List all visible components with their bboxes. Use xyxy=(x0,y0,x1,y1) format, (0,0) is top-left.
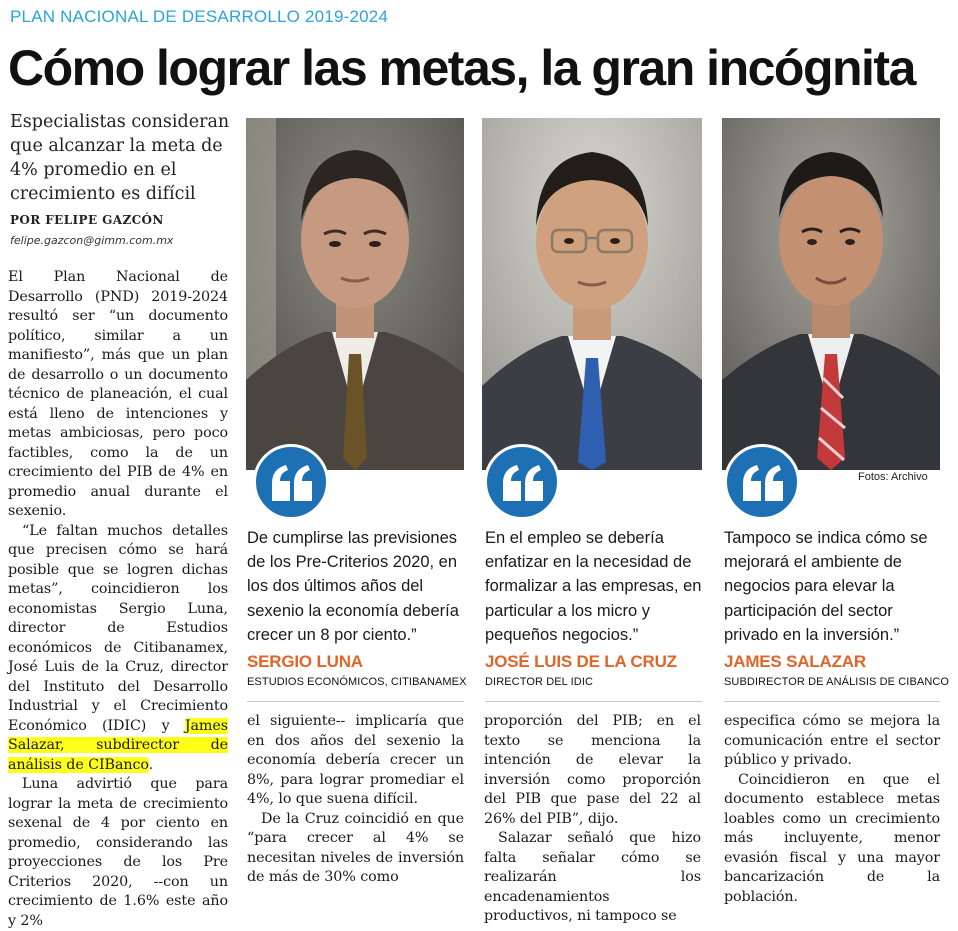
pull-quote: En el empleo se debería enfatizar en la necesidad de formalizar a las empresas, en particular a los micro y pequeños negocios.” xyxy=(485,529,702,644)
photo-credit: Fotos: Archivo xyxy=(858,471,928,483)
author-email[interactable]: felipe.gazcon@gimm.com.mx xyxy=(10,234,174,247)
paragraph: especifica cómo se mejora la comunicación entre el sector público y privado. xyxy=(724,713,940,768)
subheadline: Especialistas consideran que alcanzar la meta de 4% promedio en el crecimiento es difícil xyxy=(10,112,230,204)
portrait-image xyxy=(482,118,702,470)
quote-attribution-name: JOSÉ LUIS DE LA CRUZ xyxy=(485,652,677,671)
pull-quote: Tampoco se indica cómo se mejorará el ambiente de negocios para elevar la participación del sector privado en la inversión.” xyxy=(724,529,928,644)
article-column-2 xyxy=(247,712,464,888)
paragraph: el siguiente-- implicaría que en dos años del sexenio la economía debería crecer un 8%, para lograr promediar el 4%, lo que suena difícil. xyxy=(247,713,464,807)
quote-attribution-name: SERGIO LUNA xyxy=(247,652,363,671)
quote-badge xyxy=(484,444,560,520)
quote-badge xyxy=(724,444,800,520)
section-kicker: PLAN NACIONAL DE DESARROLLO 2019-2024 xyxy=(10,7,389,26)
divider xyxy=(247,701,464,702)
article-column-3 xyxy=(484,712,701,927)
paragraph: Luna advirtió que para lograr la meta de crecimiento sexenal de 4 por ciento en promedio, considerando las proyecciones de los Pre Criterios 2020, --con un crecimiento de 1.6% este año y 2% xyxy=(8,776,228,929)
quote-icon xyxy=(741,465,785,501)
quote-attribution-role: ESTUDIOS ECONÓMICOS, CITIBANAMEX xyxy=(247,676,467,688)
paragraph: De la Cruz coincidió en que “para crecer al 4% se necesitan niveles de inversión de más de 30% como xyxy=(247,810,464,885)
quote-badge xyxy=(253,444,329,520)
paragraph-text: “Le faltan muchos detalles que precisen cómo se hará posible que se logren dichas metas”, coincidieron los economistas Sergio Luna, director de Estudios económicos de Citibanamex, José Luis de la Cruz, director del Instituto del Desarrollo Industrial y el Crecimiento Económico (IDIC) y xyxy=(8,522,228,734)
quote-icon xyxy=(501,465,545,501)
highlighted-text: James Salazar, subdirector de análisis de CIBanco xyxy=(8,717,228,773)
paragraph: Salazar señaló que hizo falta señalar cómo se realizarán los encadenamientos productivos, ni tampoco se xyxy=(484,830,701,924)
paragraph: Coincidieron en que el documento establece metas loables como un crecimiento más incluyente, menor evasión fiscal y una mayor bancarización de la población. xyxy=(724,771,940,905)
divider xyxy=(485,701,702,702)
paragraph xyxy=(8,522,228,776)
divider xyxy=(724,701,940,702)
headline: Cómo lograr las metas, la gran incógnita xyxy=(8,40,915,96)
photo-james-salazar xyxy=(722,118,940,470)
quote-attribution-role: SUBDIRECTOR DE ANÁLISIS DE CIBANCO xyxy=(724,676,950,688)
portrait-image xyxy=(246,118,464,470)
quote-attribution-name: JAMES SALAZAR xyxy=(724,652,866,671)
article-column-1 xyxy=(8,268,228,931)
paragraph: proporción del PIB; en el texto se menciona la intención de elevar la inversión como proporción del PIB que pase del 22 al 26% del PIB”, dijo. xyxy=(484,713,701,827)
paragraph: El Plan Nacional de Desarrollo (PND) 2019-2024 resultó ser “un documento político, similar a un manifiesto”, más que un plan de desarrollo o un documento técnico de planeación, el cual está lleno de intenciones y metas ambiciosas, pero poco factibles, como la de un crecimiento del PIB de 4% en promedio anual durante el sexenio. xyxy=(8,269,228,519)
portrait-image xyxy=(722,118,940,470)
photo-jose-luis-de-la-cruz xyxy=(482,118,702,470)
pull-quote: De cumplirse las previsiones de los Pre-Criterios 2020, en los dos últimos años del sexenio la economía debería crecer un 8 por ciento.” xyxy=(247,529,459,644)
quote-attribution-role: DIRECTOR DEL IDIC xyxy=(485,676,594,688)
photo-sergio-luna xyxy=(246,118,464,470)
quote-icon xyxy=(270,465,314,501)
article-column-4 xyxy=(724,712,940,907)
paragraph-text: . xyxy=(148,756,154,773)
byline: POR FELIPE GAZCÓN xyxy=(10,213,164,227)
